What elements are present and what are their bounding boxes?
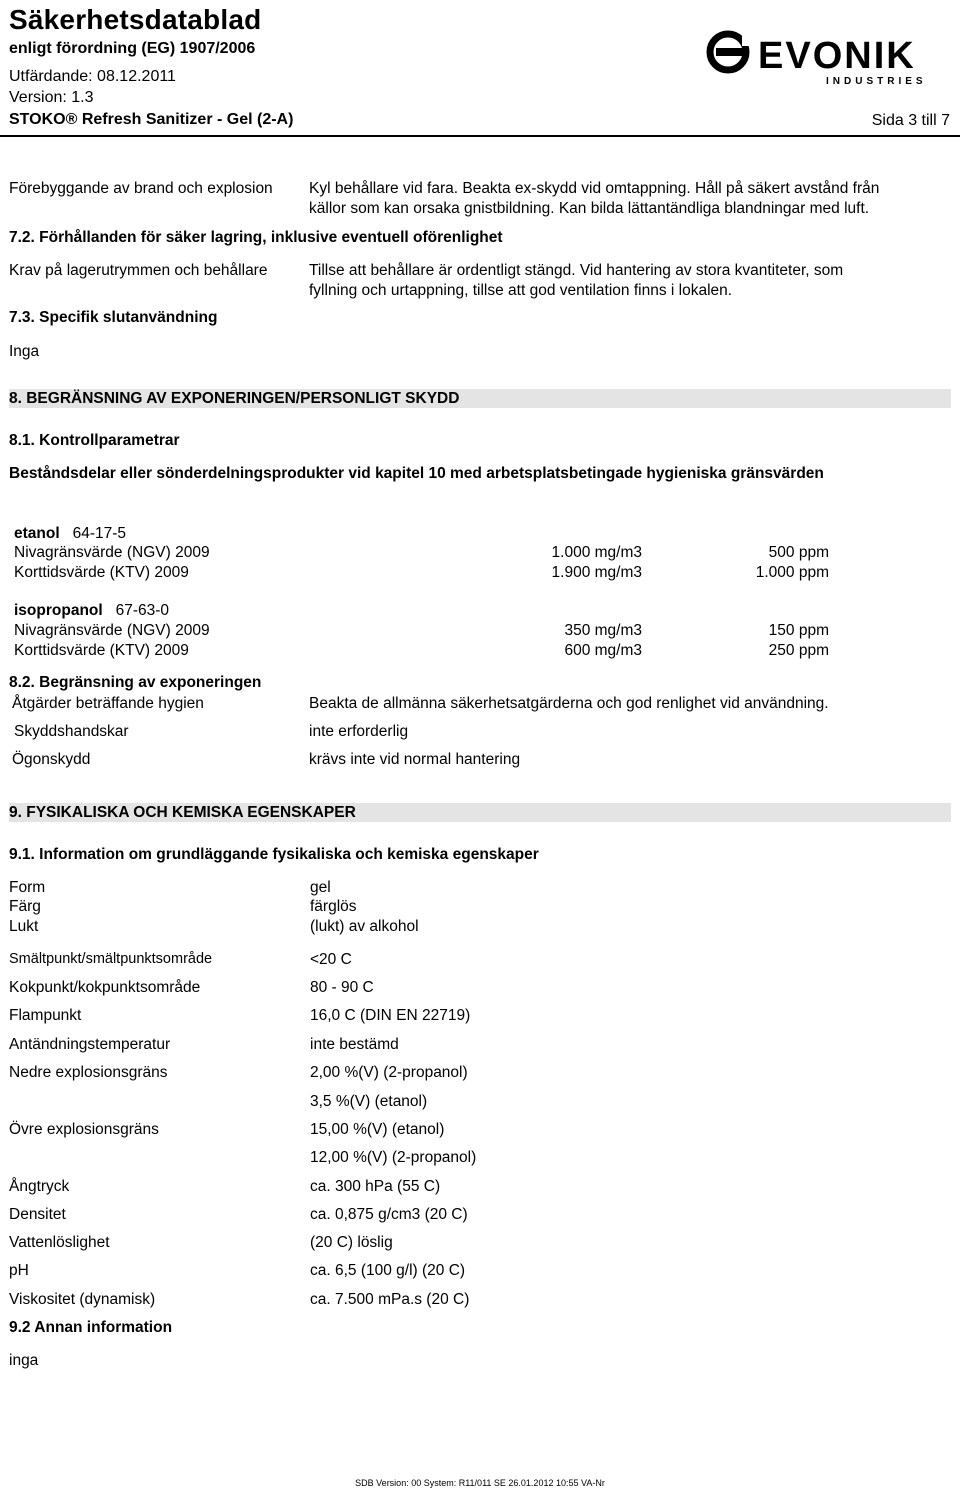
property-label: Antändningstemperatur bbox=[9, 1036, 171, 1053]
property-value: 2,00 %(V) (2-propanol) bbox=[310, 1064, 468, 1081]
property-label: Kokpunkt/kokpunktsområde bbox=[9, 979, 201, 996]
property-value: (20 C) löslig bbox=[310, 1234, 393, 1251]
evonik-logo bbox=[706, 28, 938, 86]
footer-system-info: SDB Version: 00 System: R11/011 SE 26.01.2012 10:55 VA-Nr bbox=[355, 1478, 605, 1488]
limit-row-label: Nivagränsvärde (NGV) 2009 bbox=[14, 544, 210, 561]
measure-value: Beakta de allmänna säkerhetsatgärderna och god renlighet vid användning. bbox=[309, 695, 829, 712]
property-value: ca. 7.500 mPa.s (20 C) bbox=[310, 1291, 470, 1308]
property-label: Ångtryck bbox=[9, 1178, 70, 1195]
section-8-1-heading: 8.1. Kontrollparametrar bbox=[9, 432, 180, 449]
limit-row-label: Nivagränsvärde (NGV) 2009 bbox=[14, 622, 210, 639]
logo-wordmark: EVONIK bbox=[758, 35, 916, 77]
property-value: 80 - 90 C bbox=[310, 979, 374, 996]
substance-header bbox=[14, 525, 126, 543]
section-7-3-heading: 7.3. Specifik slutanvändning bbox=[9, 309, 218, 326]
property-value: 3,5 %(V) (etanol) bbox=[310, 1093, 428, 1110]
property-label: Form bbox=[9, 879, 46, 896]
property-label: Viskositet (dynamisk) bbox=[9, 1291, 156, 1308]
section-9-band bbox=[9, 803, 951, 822]
substance-name: etanol bbox=[14, 525, 60, 542]
property-value: ca. 300 hPa (55 C) bbox=[310, 1178, 441, 1195]
measure-label: Skyddshandskar bbox=[14, 723, 129, 740]
evonik-mark-icon bbox=[710, 32, 752, 70]
property-label: Nedre explosionsgräns bbox=[9, 1064, 168, 1081]
limit-row-label: Korttidsvärde (KTV) 2009 bbox=[14, 642, 189, 659]
property-value: 15,00 %(V) (etanol) bbox=[310, 1121, 445, 1138]
storage-requirements-text-2: fyllning och urtappning, tillse att god ventilation finns i lokalen. bbox=[309, 282, 733, 299]
property-label: Övre explosionsgräns bbox=[9, 1121, 159, 1138]
limit-row-mg: 350 mg/m3 bbox=[564, 622, 642, 639]
property-label: Vattenlöslighet bbox=[9, 1234, 110, 1251]
property-label: Färg bbox=[9, 898, 41, 915]
other-information-value: inga bbox=[9, 1352, 39, 1369]
fire-prevention-label: Förebyggande av brand och explosion bbox=[9, 180, 273, 197]
limit-row-ppm: 150 ppm bbox=[768, 622, 829, 639]
limit-row-ppm: 250 ppm bbox=[768, 642, 829, 659]
property-label: Smältpunkt/smältpunktsområde bbox=[9, 951, 213, 967]
limit-row-ppm: 500 ppm bbox=[768, 544, 829, 561]
document-title: Säkerhetsdatablad bbox=[9, 4, 262, 35]
substance-header bbox=[14, 602, 169, 620]
section-8-heading: 8. BEGRÄNSNING AV EXPONERINGEN/PERSONLIGT SKYDD bbox=[9, 390, 460, 407]
property-value: 12,00 %(V) (2-propanol) bbox=[310, 1149, 477, 1166]
limit-values-intro: Beståndsdelar eller sönderdelningsprodukter vid kapitel 10 med arbetsplatsbetingade hygieniska gränsvärden bbox=[9, 465, 824, 482]
storage-requirements-label: Krav på lagerutrymmen och behållare bbox=[9, 262, 268, 279]
issue-date: Utfärdande: 08.12.2011 bbox=[9, 68, 176, 85]
measure-label: Ögonskydd bbox=[12, 751, 91, 768]
storage-requirements-text-1: Tillse att behållare är ordentligt stängd. Vid hantering av stora kvantiteter, som bbox=[309, 262, 844, 279]
property-value: (lukt) av alkohol bbox=[310, 918, 419, 935]
limit-row-mg: 600 mg/m3 bbox=[564, 642, 642, 659]
specific-use-value: Inga bbox=[9, 343, 40, 360]
property-value: <20 C bbox=[310, 951, 352, 968]
section-8-band bbox=[9, 389, 951, 408]
section-9-heading: 9. FYSIKALISKA OCH KEMISKA EGENSKAPER bbox=[9, 804, 356, 821]
section-9-2-heading: 9.2 Annan information bbox=[9, 1319, 173, 1336]
measure-label: Åtgärder beträffande hygien bbox=[12, 695, 204, 712]
limit-row-ppm: 1.000 ppm bbox=[755, 564, 829, 581]
measure-value: krävs inte vid normal hantering bbox=[309, 751, 521, 768]
property-label: Flampunkt bbox=[9, 1007, 82, 1024]
page-number: Sida 3 till 7 bbox=[871, 112, 950, 129]
property-value: färglös bbox=[310, 898, 357, 915]
section-8-2-heading: 8.2. Begränsning av exponeringen bbox=[9, 674, 262, 691]
property-label: Densitet bbox=[9, 1206, 66, 1223]
property-label: Lukt bbox=[9, 918, 39, 935]
property-value: ca. 6,5 (100 g/l) (20 C) bbox=[310, 1262, 466, 1279]
limit-row-mg: 1.000 mg/m3 bbox=[551, 544, 642, 561]
substance-cas: 67-63-0 bbox=[115, 602, 170, 619]
property-label: pH bbox=[9, 1262, 29, 1279]
property-value: 16,0 C (DIN EN 22719) bbox=[310, 1007, 471, 1024]
section-9-1-heading: 9.1. Information om grundläggande fysikaliska och kemiska egenskaper bbox=[9, 846, 539, 863]
property-value: ca. 0,875 g/cm3 (20 C) bbox=[310, 1206, 468, 1223]
limit-row-label: Korttidsvärde (KTV) 2009 bbox=[14, 564, 189, 581]
measure-value: inte erforderlig bbox=[309, 723, 409, 740]
fire-prevention-text-2: källor som kan orsaka gnistbildning. Kan bilda lättantändliga blandningar med luft. bbox=[309, 200, 870, 217]
substance-name: isopropanol bbox=[14, 602, 103, 619]
section-7-2-heading: 7.2. Förhållanden för säker lagring, inklusive eventuell oförenlighet bbox=[9, 229, 503, 246]
substance-cas: 64-17-5 bbox=[72, 525, 127, 542]
product-name: STOKO® Refresh Sanitizer - Gel (2-A) bbox=[9, 111, 294, 128]
regulation-subtitle: enligt förordning (EG) 1907/2006 bbox=[9, 40, 256, 57]
logo-subtext: INDUSTRIES bbox=[826, 76, 927, 86]
header-divider bbox=[0, 135, 960, 137]
property-value: gel bbox=[310, 879, 331, 896]
fire-prevention-text-1: Kyl behållare vid fara. Beakta ex-skydd vid omtappning. Håll på säkert avstånd från bbox=[309, 180, 880, 197]
property-value: inte bestämd bbox=[310, 1036, 399, 1053]
limit-row-mg: 1.900 mg/m3 bbox=[551, 564, 642, 581]
version-label: Version: 1.3 bbox=[9, 89, 94, 106]
